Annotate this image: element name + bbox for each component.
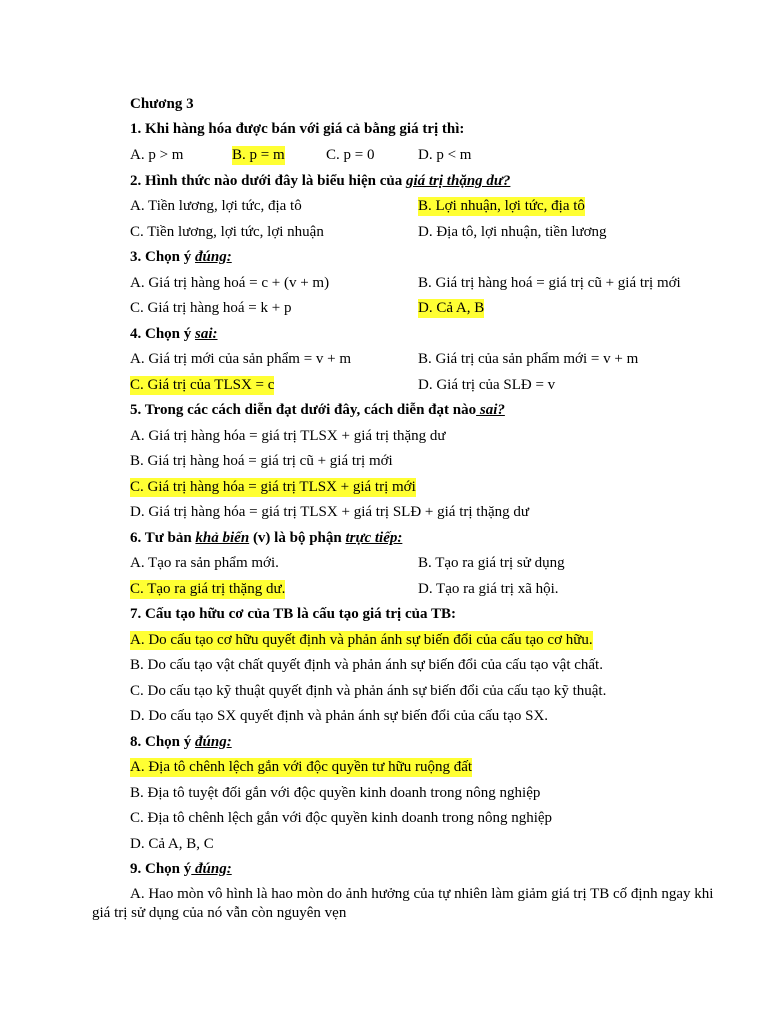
q6-option-d: D. Tạo ra giá trị xã hội.	[418, 581, 559, 597]
q7-option-d: D. Do cấu tạo SX quyết định và phản ánh sự biến đổi của cấu tạo SX.	[130, 708, 549, 724]
q8-option-b: B. Địa tô tuyệt đối gắn với độc quyền kinh doanh trong nông nghiệp	[130, 785, 541, 801]
q6-stem-emphasis-1: khả biến	[195, 530, 250, 546]
question-2-stem	[130, 172, 510, 191]
q4-option-c-answer: C. Giá trị của TLSX = c	[130, 377, 275, 393]
q4-option-b: B. Giá trị của sản phẩm mới = v + m	[418, 351, 639, 367]
q8-option-d: D. Cả A, B, C	[130, 836, 214, 852]
q6-option-a: A. Tạo ra sản phẩm mới.	[130, 555, 279, 571]
q6-option-b: B. Tạo ra giá trị sử dụng	[418, 555, 565, 571]
q8-stem-text: 8. Chọn ý	[130, 734, 196, 750]
q9-stem-text: 9. Chọn ý	[130, 861, 192, 877]
q2-option-b-answer: B. Lợi nhuận, lợi tức, địa tô	[418, 198, 585, 214]
q6-stem-mid: (v) là bộ phận	[249, 530, 346, 546]
question-6-stem	[130, 529, 402, 548]
q6-option-c-answer: C. Tạo ra giá trị thặng dư.	[130, 581, 286, 597]
chapter-heading: Chương 3	[130, 96, 194, 112]
q1-option-a: A. p > m	[130, 147, 184, 163]
q7-option-a-answer: A. Do cấu tạo cơ hữu quyết định và phản ánh sự biến đổi của cấu tạo cơ hữu.	[130, 632, 593, 648]
q2-option-a: A. Tiền lương, lợi tức, địa tô	[130, 198, 302, 214]
q8-stem-emphasis: đúng:	[195, 734, 232, 750]
q7-option-b: B. Do cấu tạo vật chất quyết định và phản ánh sự biến đổi của cấu tạo vật chất.	[130, 657, 603, 673]
q7-option-c: C. Do cấu tạo kỹ thuật quyết định và phản ánh sự biến đổi của cấu tạo kỹ thuật.	[130, 683, 607, 699]
q3-option-c: C. Giá trị hàng hoá = k + p	[130, 300, 292, 316]
q4-stem-text: 4. Chọn ý	[130, 326, 196, 342]
q6-stem-emphasis-2: trực tiếp:	[345, 530, 403, 546]
q1-option-d: D. p < m	[418, 147, 472, 163]
q2-option-d: D. Địa tô, lợi nhuận, tiền lương	[418, 224, 607, 240]
q3-stem-text: 3. Chọn ý	[130, 249, 196, 265]
q6-stem-text: 6. Tư bản	[130, 530, 196, 546]
q5-option-b: B. Giá trị hàng hoá = giá trị cũ + giá trị mới	[130, 453, 393, 469]
q8-option-a-answer: A. Địa tô chênh lệch gắn với độc quyền tư hữu ruộng đất	[130, 759, 473, 775]
q4-option-a: A. Giá trị mới của sản phẩm = v + m	[130, 351, 352, 367]
question-9-stem	[130, 860, 232, 879]
question-1-stem: 1. Khi hàng hóa được bán với giá cả bằng giá trị thì:	[130, 121, 465, 137]
q5-option-c-answer: C. Giá trị hàng hóa = giá trị TLSX + giá trị mới	[130, 479, 416, 495]
q5-option-d: D. Giá trị hàng hóa = giá trị TLSX + giá trị SLĐ + giá trị thặng dư	[130, 504, 530, 520]
q3-option-b: B. Giá trị hàng hoá = giá trị cũ + giá trị mới	[418, 275, 681, 291]
q2-option-c: C. Tiền lương, lợi tức, lợi nhuận	[130, 224, 324, 240]
q3-stem-emphasis: đúng:	[195, 249, 232, 265]
question-8-stem	[130, 733, 232, 752]
q9-stem-emphasis: đúng:	[191, 861, 232, 877]
q5-option-a: A. Giá trị hàng hóa = giá trị TLSX + giá trị thặng dư	[130, 428, 446, 444]
question-7-stem: 7. Cấu tạo hữu cơ của TB là cấu tạo giá trị của TB:	[130, 606, 456, 622]
question-4-stem	[130, 325, 218, 344]
q1-option-b-answer: B. p = m	[232, 147, 285, 163]
q5-stem-emphasis: sai?	[476, 402, 505, 418]
q3-option-d-answer: D. Cả A, B	[418, 300, 485, 316]
q2-stem-text: 2. Hình thức nào dưới đây là biểu hiện của	[130, 173, 406, 189]
q4-stem-emphasis: sai:	[195, 326, 218, 342]
q5-stem-text: 5. Trong các cách diễn đạt dưới đây, cách diễn đạt nào	[130, 402, 477, 418]
q8-option-c: C. Địa tô chênh lệch gắn với độc quyền kinh doanh trong nông nghiệp	[130, 810, 553, 826]
q1-option-c: C. p = 0	[326, 147, 375, 163]
question-5-stem	[130, 401, 505, 420]
question-3-stem	[130, 248, 232, 267]
q3-option-a: A. Giá trị hàng hoá = c + (v + m)	[130, 275, 330, 291]
q9-option-a: A. Hao mòn vô hình là hao mòn do ảnh hưởng của tự nhiên làm giảm giá trị TB cố định ngay khi giá trị sử dụng của nó vẫn còn nguyên vẹn	[92, 886, 714, 921]
q2-stem-emphasis: giá trị thặng dư?	[405, 173, 511, 189]
q4-option-d: D. Giá trị của SLĐ = v	[418, 377, 556, 393]
